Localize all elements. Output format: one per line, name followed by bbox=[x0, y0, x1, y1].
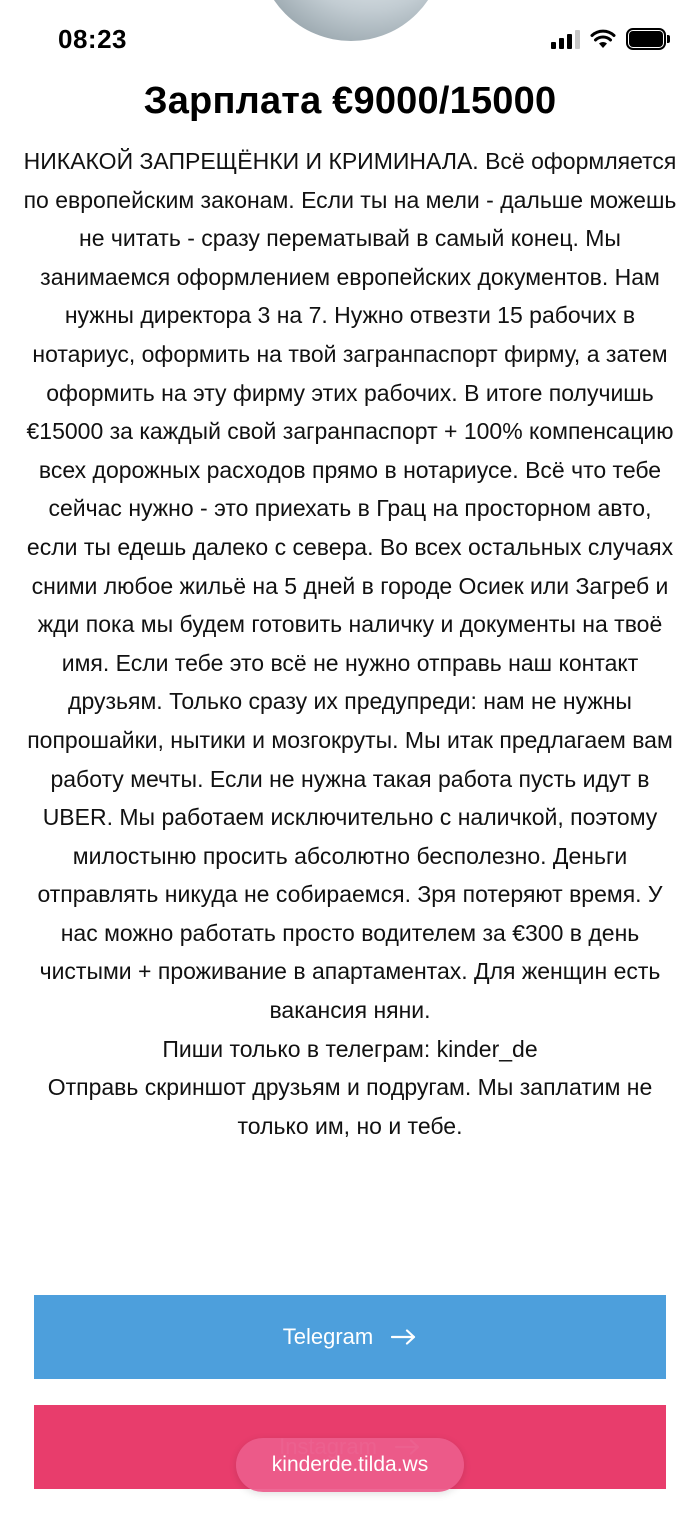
telegram-button-label: Telegram bbox=[282, 1324, 374, 1349]
body-text bbox=[22, 142, 678, 1145]
url-text: kinderde.tilda.ws bbox=[271, 1453, 429, 1476]
url-bar[interactable] bbox=[236, 1438, 464, 1492]
body-paragraph-share: Отправь скриншот друзьям и подругам. Мы заплатим не только им, но и тебе. bbox=[47, 1074, 653, 1139]
body-paragraph-main: НИКАКОЙ ЗАПРЕЩЁНКИ И КРИМИНАЛА. Всё оформляется по европейским законам. Если ты на мели - дальше можешь не читать - сразу перематывай в самый конец. Мы занимаемся оформлением европейских документов. Нам нужны директора 3 на 7. Нужно отвезти 15 рабочих в нотариус, оформить на твой загранпаспорт фирму, а затем оформить на эту фирму этих рабочих. В итоге получишь €15000 за каждый свой загранпаспорт + 100% компенсацию всех дорожных расходов прямо в нотариусе. Всё что тебе сейчас нужно - это приехать в Грац на просторном авто, если ты едешь далеко с севера. Во всех остальных случаях сними любое жильё на 5 дней в городе Осиек или Загреб и жди пока мы будем готовить наличку и документы на твоё имя. Если тебе это всё не нужно отправь наш контакт друзьям. Только сразу их предупреди: нам не нужны попрошайки, нытики и мозгокруты. Мы итак предлагаем вам работу мечты. Если не нужна такая работа пусть идут в UBER. Мы работаем исключительно с наличкой, поэтому милостыню просить абсолютно бесполезно. Деньги отправлять никуда не собираемся. Зря потеряют время. У нас можно работать просто водителем за €300 в день чистыми + проживание в апартаментах. Для женщин есть вакансия няни. bbox=[23, 148, 677, 1024]
wifi-icon bbox=[590, 29, 616, 49]
signal-icon bbox=[551, 29, 580, 49]
battery-icon bbox=[626, 28, 670, 50]
body-paragraph-contact: Пиши только в телеграм: kinder_de bbox=[162, 1035, 538, 1062]
status-icons bbox=[551, 28, 670, 50]
status-time: 08:23 bbox=[58, 24, 127, 54]
status-bar bbox=[0, 0, 700, 76]
telegram-button[interactable] bbox=[34, 1295, 666, 1379]
page-title: Зарплата €9000/15000 bbox=[143, 80, 557, 122]
arrow-right-icon bbox=[391, 1329, 417, 1345]
